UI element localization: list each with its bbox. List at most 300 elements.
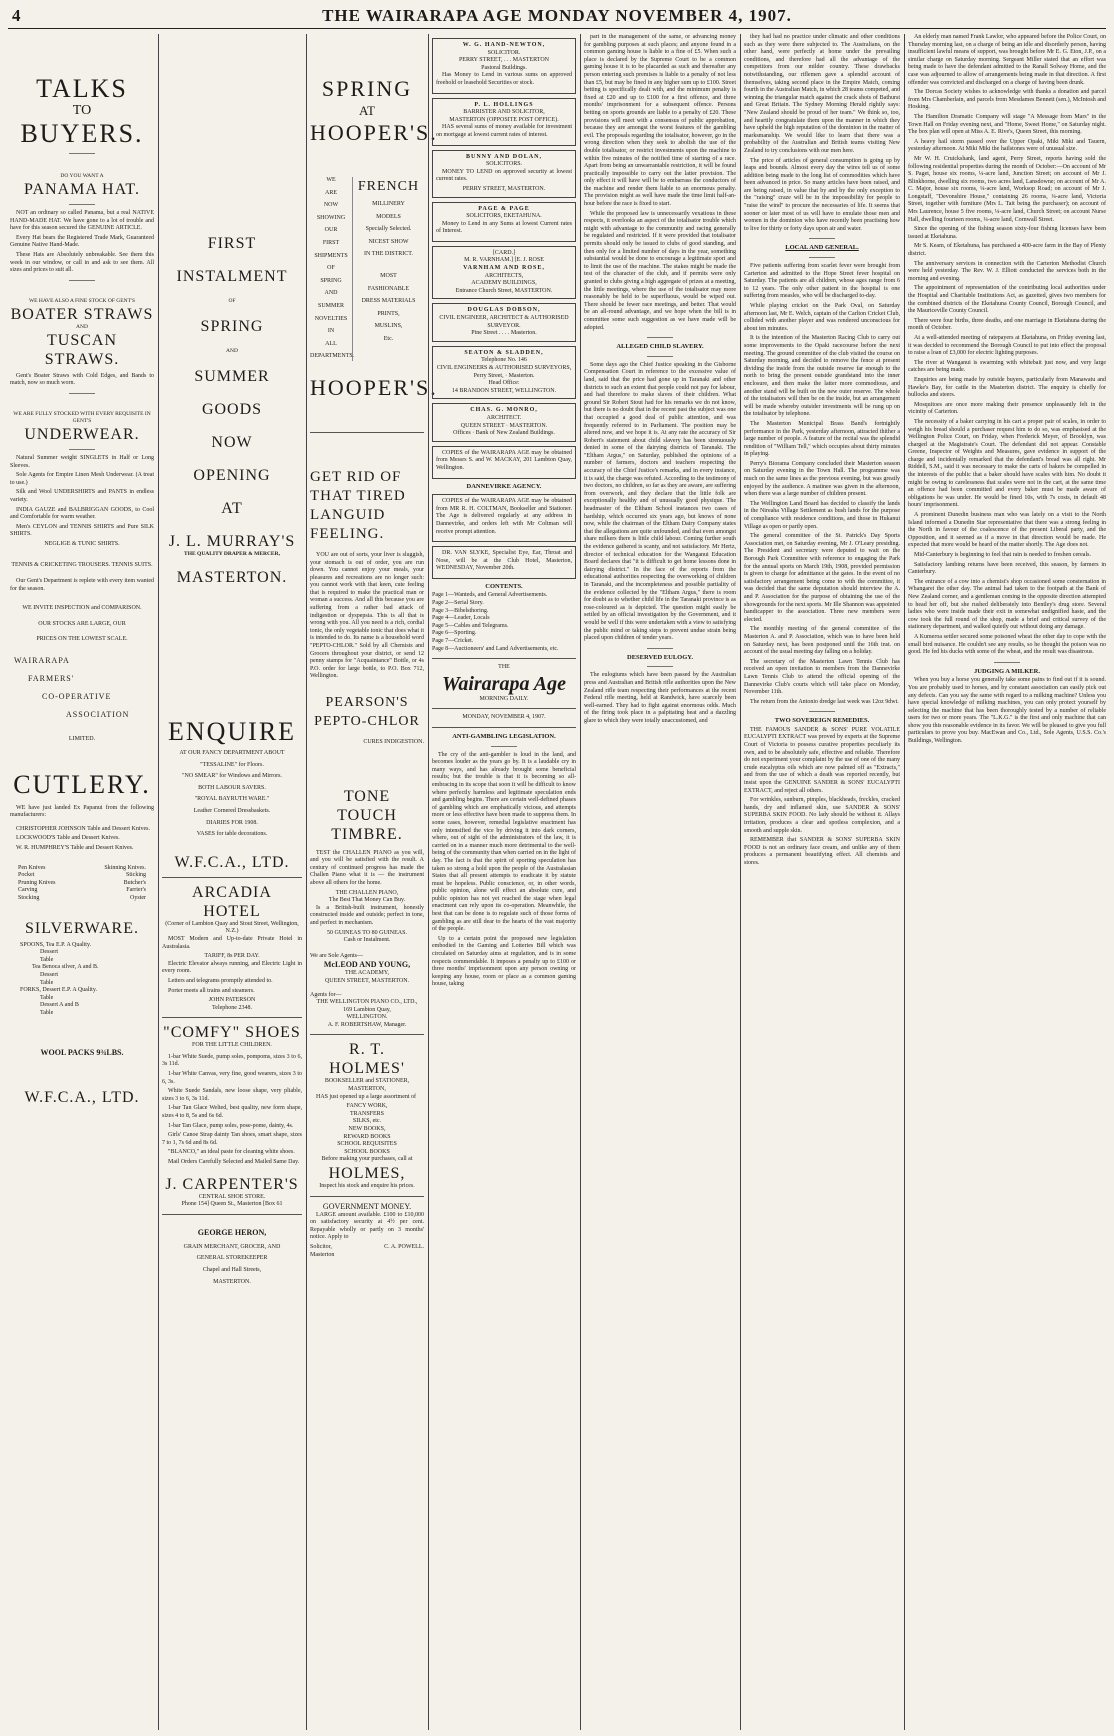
wfca-heading: W.F.C.A., LTD.	[24, 1088, 140, 1106]
column-rule	[580, 34, 581, 1730]
most-word: MOST	[380, 272, 397, 279]
masthead	[8, 6, 1106, 29]
monro-address: QUEEN STREET · MASTERTON.	[460, 422, 548, 429]
knife-item: Skinning Knives.	[104, 864, 146, 871]
do-you-want: DO YOU WANT A	[60, 173, 104, 179]
entrance-line: Entrance Church Street, MASTERTON.	[455, 287, 553, 294]
seaton-heading: SEATON & SLADDEN,	[464, 349, 544, 356]
robertshaw-line: A. F. ROBERTSHAW, Manager.	[327, 1021, 407, 1028]
news-item: The necessity of a baker carrying in his cart a proper pair of scales, in order to weigh his bread should a purchaser request him to do so, was emphasised at the Wellington Police Court, on Friday, when Frederick Meyer, of Brooklyn, was charged at the Magistrate's Court. The defendant did not appear. Constable Greene, Inspector of Weights and Measures, gave evidence in support of the charge and incidentally remarked that the defendant's bread was all right. Mr Riddell, S.M., said it was necessary to make the carts of bakers be compelled in the interests of the public that a baker should have scales with him. No doubt it might be owing to carelessness that scales were not in the cart, at the same time an offence had been committed and every baker must be made aware of obligations he was under. He would be fined 10s, with 7s costs, in default 48 hours' imprisonment.	[908, 418, 1106, 509]
mcleod-heading: McLEOD AND YOUNG,	[323, 960, 411, 970]
piano-text: TEST the CHALLEN PIANO as you will, and you will be satisfied with the result. A century of continued progress has made the Challen Piano what it is — the instrument above all others for the home.	[310, 849, 424, 886]
heron-address: Chapel and Hall Streets,	[202, 1266, 262, 1273]
enquire-item: DIARIES FOR 1908.	[206, 819, 258, 826]
contents-item: Page 7—Cricket.	[432, 638, 474, 645]
news-item: There were four births, three deaths, and one marriage in Eketahuna during the month of October.	[908, 317, 1106, 332]
contents-item: Page 4—Leader, Locals	[432, 615, 490, 622]
judging-heading: JUDGING A MILKER.	[974, 667, 1040, 675]
underwear-item: INDIA GAUZE and BALBRIGGAN GOODS, to Cool and Comfortable for warm weather.	[10, 506, 154, 521]
newton-heading: W. G. HAND-NEWTON,	[462, 42, 546, 48]
page-number: 4	[12, 6, 21, 25]
inspect-line: Inspect his stock and enquire his prices.	[319, 1183, 415, 1189]
article-paragraph: While the proposed law is unnecessarily vexatious in these respects, it overlooks an aspect of the totalisator trouble which might with advantage to the community and racing generally be regulated and restricted. If it were provided that totalisator permits should only be issued to clubs of good standing, and then only for a limited number of days in the year, something substantial would be done to encourage a legitimate sport and to limit the use of the machine. The stakes might be made the test of the character of the club, and if permits were only granted to clubs giving a high aggregate of prizes at a meeting, the little meetings, where the use of the totalisator may more reasonably be held to be superfluous, would be wiped out. There should be fewer race meetings, and better. That would be an all-round advantage, and we hope when the bill is in committee some such suggestion as we have made will be adopted.	[584, 210, 736, 331]
newton-address: PERRY STREET, . . . MASTERTON	[458, 57, 550, 64]
cash-line: Cash or Instalment.	[343, 937, 391, 944]
underwear-item: NEGLIGE & TUNIC SHIRTS.	[44, 540, 120, 547]
column-rule	[158, 34, 159, 1730]
news-item: The anniversary services in connection with the Carterton Methodist Church were held yesterday. The Rev. W. J. Elliott conducted the services both in the morning and evening.	[908, 260, 1106, 282]
hoopers-word: ALL	[325, 340, 337, 347]
hoopers-word: ARE	[325, 189, 337, 196]
spring-word: SPRING	[200, 318, 264, 335]
silver-item: Table	[40, 994, 54, 1001]
page-title: THE WAIRARAPA AGE MONDAY NOVEMBER 4, 1907.	[322, 6, 792, 25]
news-item: Enquiries are being made by outside buyers, particularly from Manawatu and Hawke's Bay, for cattle in the Masterton district. The enquiry is chiefly for bullocks and steers.	[908, 376, 1106, 399]
contents-item: Page 3—Bibelsthoring.	[432, 607, 489, 614]
summer-word: SUMMER	[194, 368, 270, 385]
seaton-address: Perry Street, · Masterton.	[473, 372, 535, 379]
hoopers-word: OF	[327, 265, 335, 272]
hoopers-word: NOW	[323, 202, 339, 209]
enquire-item: "NO SMEAR" for Windows and Mirrors.	[182, 773, 282, 780]
silver-item: Table	[40, 1009, 54, 1016]
buyers-heading: BUYERS.	[20, 119, 144, 148]
holmes-town: MASTERTON,	[348, 1086, 386, 1093]
millinery-word: MILLINERY	[372, 201, 405, 207]
news-item: A heavy hail storm passed over the Upper Opaki, Miki Miki and Tauern, yesterday afternoon. At Miki Miki the hailstones were of unusual size.	[908, 138, 1106, 153]
enquire-item: Leather Cornered Dressbaskets.	[193, 807, 271, 814]
fully-stocked: WE ARE FULLY STOCKED WITH EVERY REQUISITE IN GENT'S	[13, 410, 151, 424]
queen-street-line: QUEEN STREET, MASTERTON.	[324, 977, 410, 984]
fashionable-word: FASHIONABLE	[367, 285, 410, 292]
news-item: An elderly man named Frank Lawlor, who appeared before the Police Court, on Thursday morning last, on a charge of being an idle and disorderly person, having insufficient lawful means of support, was brought before Mr E. G. Eton, J.P., on a similar charge on Saturday morning. Sergeant Miller stated that an effort was being made to have the defendant admitted to the Ranall Solway Home, and the case was adjourned to allow of arrangements being made in that direction. A first offender was convicted and discharged on a charge of having been drunk.	[908, 34, 1106, 86]
dobson-text: CIVIL ENGINEER, ARCHITECT & AUTHORISED SURVEYOR.	[439, 315, 569, 329]
the-word: THE	[498, 664, 510, 671]
silver-item: Tea Benoca silver, A and B.	[32, 964, 99, 971]
underwear-item: Natural Summer weight SINGLETS in Half or Long Sleeves.	[10, 454, 154, 469]
copies-text: COPIES of the WAIRARAPA AGE may be obtained from Messrs S. and W. MACKAY, 201 Lambton Quay, Wellington.	[436, 449, 572, 471]
hoopers-word: IN	[327, 328, 335, 335]
page-heading: PAGE & PAGE	[478, 205, 530, 212]
wpc-line: THE WELLINGTON PIANO CO., LTD.,	[316, 999, 418, 1006]
comfy-item: 1-bar White Canvas, very fine, good wearers, sizes 3 to 6, 3s.	[162, 1071, 302, 1085]
knife-item: Pocket	[18, 872, 35, 879]
underwear-heading: UNDERWEAR.	[24, 425, 140, 443]
boater-heading: BOATER STRAWS	[10, 305, 154, 323]
tuscan-heading: TUSCAN STRAWS.	[44, 331, 120, 368]
to-heading: TO	[72, 103, 92, 118]
enquire-item: "TESSALINE" for Floors.	[200, 761, 264, 768]
panama-text-3: These Hats are Absolutely unbreakable. See them this week in our window, or call in and ask to see them. All sizes and prices to suit all.	[10, 251, 154, 274]
getrid-heading: GET RID OF	[310, 468, 402, 485]
before-line: Before making your purchases, call at	[321, 1156, 413, 1163]
contents-item: Page 2—Serial Story.	[432, 600, 484, 607]
hoopers-word: NOVELTIES	[314, 315, 348, 322]
brandon-line: 14 BRANDON STREET, WELLINGTON.	[451, 387, 557, 394]
seaton-text: CIVIL ENGINEERS & AUTHORISED SURVEYORS,	[436, 365, 572, 371]
also-stock: WE HAVE ALSO A FINE STOCK OF GENT'S	[28, 297, 136, 304]
comfy-item: 1-bar Tan Glace, pump soles, pose-pome, dainty, 4s.	[168, 1122, 294, 1129]
contents-item: Page 8—Auctioneers' and Land Advertisements, etc.	[432, 645, 559, 652]
article-paragraph: The cry of the anti-gambler is loud in the land, and becomes louder as the years go by. It is a laudable cry in many ways, and has already brought some beneficial results; but the trouble is that it is becoming so all-embracing in its scope that soon it will be difficult to know where perfectly harmless and legitimate speculation ends and gambling begins. There are certain well-defined phases of gambling which are emphatically vicious, and attempts more or less effective have been made to suppress them. In some cases, however, remedial legislative enactment has only intensified the vice by driving it into dark corners, where, out of sight of the administrators of the law, it is carried on in a manner much more detrimental to the well-being of the community than when carried on in the light of day. The fact is that the spirit of sporting speculation has taken so strong a hold upon the people of the Australasian States that all present attempts to eradicate it by statute must be hopeless. Public conscience, or, in other words, public opinion, alone will effect an absolute cure, and public opinion has not yet reached the stage when legal enactment can rely upon its co-operation. Meanwhile, the best that can be done is to regulate such of those forms of gambling as are still dear to the hearts of the vast majority of the people.	[432, 751, 576, 933]
pearson-heading: PEARSON'S	[325, 695, 409, 710]
heron-town: MASTERTON.	[213, 1278, 251, 1285]
article-paragraph: Up to a certain point the proposed new legislation embodied in the Gaming and Lotteries Bill which was circulated on Saturday aims at regulation, and is in some respects commendable. It imposes a penalty up to £100 or three months' imprisonment upon any person owning or keeping any house, room or place as a common gaming house, taking	[432, 935, 576, 988]
newspaper-title: Wairarapa Age	[442, 672, 566, 695]
slavery-heading: ALLEGED CHILD SLAVERY.	[616, 343, 704, 351]
cutlery-heading: CUTLERY.	[13, 769, 151, 799]
arcadia-text: Porter meets all trains and steamers.	[168, 987, 255, 994]
hollings-title: BARRISTER AND SOLICITOR,	[463, 109, 545, 116]
govt-text: LARGE amount available. £100 to £10,000 on satisfactory security at 4½ per cent. Repayable wholly or partly on 3 months' notice. Apply to	[310, 1211, 424, 1241]
dobson-heading: DOUGLAS DOBSON,	[467, 307, 541, 314]
lambton-line: 169 Lambton Quay,	[343, 1006, 391, 1013]
enquire-item: VASES for table decorations.	[196, 831, 268, 838]
farmers-word: ASSOCIATION	[66, 710, 130, 720]
knife-item: Farrier's	[126, 887, 146, 894]
bunny-solicitors: SOLICITORS.	[485, 161, 523, 168]
local-general-heading: LOCAL AND GENERAL.	[785, 244, 859, 252]
page-solicitors: SOLICITORS, EKETAHUNA.	[466, 213, 542, 220]
hoopers-word: WE	[326, 177, 336, 183]
news-item: The Masterton Municipal Brass Band's fortnightly performance in the Park, yesterday afternoon, attracted thither a large number of people. A feature of the recital was the splendid rendition of "William Tell," which occupies about thirty minutes in playing.	[744, 420, 900, 458]
gents-dept-text: Our Gent's Department is replete with every item wanted for the season.	[10, 578, 154, 592]
card-label: [CARD.]	[492, 249, 516, 256]
and-word: AND	[226, 348, 238, 354]
enquire-item: AT OUR FANCY DEPARTMENT ABOUT	[179, 750, 285, 756]
at-word: AT	[221, 500, 243, 517]
hollings-address: MASTERTON (OPPOSITE POST OFFICE).	[449, 116, 559, 123]
arcadia-address: (Corner of Lambton Quay and Stout Street, Wellington, N.Z.)	[165, 920, 299, 935]
news-item: Five patients suffering from scarlet fever were brought from Carterton and admitted to the Hope Street fever hospital on Saturday. The patients are all children, whose ages range from 6 to 12 years. The only other patient in the hospital is one suffering from measles, who will be discharged to-day.	[744, 263, 900, 300]
comfy-item: Girls' Canoe Strap dainty Tan shoes, smart shape, sizes 7 to 1, 7s 6d and 8s 6d.	[162, 1132, 302, 1146]
pepto-text: YOU are out of sorts, your liver is sluggish, your stomach is out of order, you are run down. You cannot enjoy your meals, your pleasures and recreations are no longer such: you cannot work with that keen, cute feeling that is required to make the practical man or woman a success. And all this because you are suffering from a rather bad attack of indigestion or dyspepsia. This is all that is wrong with you. All you need is a rich, cordial tonic, the only vegetable tonic that does what it is intended to do. Its name is a household word "PEPTO-CHLOR." Sold by all Chemists and Grocers throughout your district, or send 12 penny stamps for "Acquaintance" Bottle, or 4s P.O. order for large bottle, to P.O. Box 712, Wellington.	[310, 551, 424, 680]
contents-item: Page 5—Cables and Telegrams.	[432, 622, 509, 629]
farmers-word: WAIRARAPA	[14, 656, 70, 666]
tone-heading: TONE	[343, 787, 391, 805]
hollings-heading: P. L. HOLLINGS	[474, 101, 534, 108]
piano-text-2: Is a British-built instrument, honestly constructed inside and outside; perfect in tone, and perfect in mechanism.	[310, 904, 424, 926]
comfy-subheading: FOR THE LITTLE CHILDREN.	[192, 1042, 272, 1049]
news-item: While playing cricket on the Park Oval, on Saturday afternoon last, Mr E. Welch, captain of the Carlton Cricket Club, collided with another player and was rendered unconscious for about ten minutes.	[744, 303, 900, 332]
holmes-text: HAS just opened up a large assortment of	[316, 1093, 417, 1100]
bunny-text: MONEY TO LEND on approved security at lowest current rates.	[436, 168, 572, 183]
hoopers-word: OUR	[324, 227, 338, 234]
news-item: The general committee of the St. Patrick's Day Sports Association met, on Saturday evening, Mr J. O'Leary presiding. The President and secretary were deputed to wait on the Borough Park Committee with reference to engaging the Park for the annual sports on March 19th, 1908, provided permission is given to charge for admittance at the gates. In the event of no satisfactory arrangement being come to with the committee, it was decided that the same deputation should interview the A. and P. Association for the purpose of obtaining the use of the showgrounds for the next sports. Mr Ille Shannon was appointed handicapper to the association. Three new members were elected.	[744, 533, 900, 623]
news-item: Mr W. H. Cruickshank, land agent, Perry Street, reports having sold the following residential properties during the month of October:—On account of Mr S. Paget, house six rooms, ¼-acre land, Junction Street; on account of Mr J. Blinkhorne, dwelling six rooms, two acres land, Lansdowne; on account of Mr A. C. Major, house six rooms, ¼-acre land, Worksop Road; on account of Mr J. Longstaff, "Devonshire House," containing 26 rooms, ¼-acre land, Victoria Street, together with furniture (Mrs L. Tait being the purchaser); on account of Mrs Laurence, house 5 five rooms, ¼-acre land, Church Street; on account Nurse Hall, dwelling fourteen rooms, ¼-acre land, Cornwall Street.	[908, 155, 1106, 223]
holmes-item: SCHOOL REQUISITES	[337, 1141, 397, 1148]
panama-text: NOT an ordinary so called Panama, but a real NATIVE HAND-MADE HAT. We have gone to a lot of trouble and have for this season secured the GENUINE ARTICLE.	[10, 210, 154, 232]
contents-list	[432, 592, 576, 653]
peptochlor-heading: PEPTO-CHLOR	[314, 714, 420, 729]
and-word: AND	[76, 323, 88, 330]
holmes-item: SCHOOL BOOKS	[344, 1148, 390, 1155]
page-text: Money to Lend in any Sums at lowest Current rates of Interest.	[436, 220, 572, 235]
models-word: MODELS	[376, 213, 401, 220]
phone-line: Phone 154] Queen St., Masterton [Box 61	[181, 1201, 283, 1208]
silver-item: Table	[40, 956, 54, 963]
boater-text: Gent's Boater Straws with Cold Edges, and Bands to match, now so much worn.	[10, 372, 154, 387]
first-heading: FIRST	[207, 235, 257, 252]
now-word: NOW	[211, 434, 253, 451]
enquire-item: "ROYAL BAYRUTH WARE."	[194, 796, 270, 803]
newton-solicitor: SOLICITOR.	[487, 49, 521, 56]
holmes-item: SILKS, etc.	[352, 1118, 382, 1125]
fowell-name: C. A. POWELL.	[384, 1243, 424, 1250]
monro-offices: Offices · Bank of New Zealand Buildings.	[453, 430, 555, 437]
knife-item: Sticking	[125, 872, 146, 879]
agents-for-line: Agents for—	[310, 991, 342, 998]
column-4	[432, 34, 576, 1730]
contents-item: Page 1—Wanteds, and General Advertisements.	[432, 592, 548, 599]
comfy-item: 1-bar Tan Glace Welted, best quality, new form shape, sizes 4 to 8, 5s and 6s 6d.	[162, 1105, 302, 1120]
carpenter-heading: J. CARPENTER'S	[165, 1175, 299, 1193]
dress-line: DRESS MATERIALS	[361, 298, 416, 305]
silver-item: Table	[40, 979, 54, 986]
invite-line: WE INVITE INSPECTION and COMPARISON.	[22, 605, 142, 612]
best-line: The Best That Money Can Buy.	[328, 897, 406, 904]
eulogy-heading: DESERVED EULOGY.	[627, 653, 693, 661]
advert-text: REMEMBER that SANDER & SONS' SUPERBA SKIN FOOD is not an ordinary face cream, and unlike any of them produces a permanent beautifying effect. All chemists and stores.	[744, 837, 900, 866]
at-heading: AT	[359, 103, 375, 118]
enquire-heading: ENQUIRE	[167, 717, 297, 746]
sovereign-heading: TWO SOVEREIGN REMEDIES.	[774, 717, 870, 725]
news-item: Mr S. Keam, of Eketahuna, has purchased a 400-acre farm in the Bay of Plenty district.	[908, 243, 1106, 258]
comfy-item: White Suede Sandals, new loose shape, very pliable, sizes 3 to 6, 3s 11d.	[162, 1088, 302, 1102]
guineas-line: 50 GUINEAS TO 80 GUINEAS.	[327, 929, 407, 936]
instalment-heading: INSTALMENT	[176, 268, 288, 285]
murray-heading: J. L. MURRAY'S	[168, 533, 296, 550]
architects-line: ARCHITECTS,	[484, 272, 524, 279]
cures-line: CURES INDIGESTION.	[363, 739, 424, 745]
article-paragraph: Some days ago the Chief Justice speaking in the Gisborne Compensation Court in reference to the excessive value of land, said that the price had gone up in Taranaki and other districts to such an extent that people could not pay for labour, and had therefore to make slaves of their children. What ground Sir Robert Stout had for his remarks we do not know, but there is no doubt that in the recent past the subject was one that occupied a good deal of public attention, and was frequently referred to in Parliament. The position may be altered now, and we hope it is. At any rate the accuracy of Sir Robert's statement about child slavery has been strenuously denied in some of the dairying districts of Taranaki. The "Eltham Argus," on Saturday, published the opinions of a number of farmers, doctors and teachers respecting the accuracy of the Chief Justice's remarks, and in every instance, it is said, the charge was refuted. According to the testimony of two doctors, no children, so far as they are aware, are suffering from overwork, and they declare that the little folk are exceptionally healthy and of unusually good physique. The headmaster of the Eltham School instances two cases of hardship, which occurred six years ago, but knows of none now, while the chairman of the Eltham Dairy Company states that the allegations are quite unfounded, and that even amongst share milkers there is little child labour. Coming further south the evidence gathered is scanty, and not satisfactory. Mr Hertz, director of technical education for the Wanganui Education Board declares that "it is difficult to get home lessons done in dairying district." In the face of the reports from the educational authorities respecting the overworking of children in Taranaki, and the incompleteness and possible partiality of the evidence collected by the "Eltham Argus," there is room for doubt as to whether child life in the Taranaki province is as rose-coloured as is depicted. The question might easily be settled by an official investigation by the Government, and it would be well if this were undertaken with a view to satisfying the public mind or taking steps to prevent undue strain being placed upon children of tender years.	[584, 361, 736, 642]
column-rule	[306, 34, 307, 1730]
stocks-line: OUR STOCKS ARE LARGE, OUR	[38, 620, 126, 627]
hoopers-right	[352, 177, 424, 361]
cutlery-text: WE have just landed Ex Papanui from the following manufacturers:	[10, 804, 154, 819]
underwear-item: Sole Agents for Empire Linen Mesh Underwear. (A treat to use.)	[10, 472, 154, 486]
news-item: The appointment of representation of the contributing local authorities under the Hospital and Charitable Institutions Act, as gazetted, gives two members for the combined districts of the Eketahuna County Council, Borough Council, and the Mauriceville County Council.	[908, 285, 1106, 315]
varnham-heading: VARNHAM AND ROSE,	[463, 265, 545, 272]
timbre-heading: TIMBRE.	[331, 825, 403, 843]
tennis-line: TENNIS & CRICKETING TROUSERS. TENNIS SUITS.	[11, 562, 153, 569]
hoopers-heading: HOOPER'S.	[310, 120, 438, 145]
solicitor-line: Solicitor,	[310, 1243, 332, 1250]
article-paragraph: The eulogiums which have been passed by the Australian press and Australian and British rifle authorities upon the New Zealand rifle team respecting their performances at the recent Federal rifle meeting, held at Randwick, have scarcely been well-earned. They had to fight against enormous odds. Much of the firing took place in a palpitating heat and a dazzling glare to which they were totally unaccustomed, and	[584, 672, 736, 724]
knife-item: Pruning Knives	[18, 879, 56, 886]
head-office: Head Office:	[488, 380, 520, 387]
touch-heading: TOUCH	[337, 806, 397, 824]
cutlery-item: LOCKWOOD'S Table and Dessert Knives.	[16, 835, 120, 842]
contents-heading: CONTENTS.	[485, 582, 523, 590]
academy-line: ACADEMY BUILDINGS,	[471, 280, 537, 287]
farmers-word: CO-OPERATIVE	[42, 692, 112, 702]
limited-line: LIMITED.	[68, 736, 96, 743]
spring-heading: SPRING	[321, 76, 413, 101]
cutlery-item: CHRISTOPHER JOHNSON Table and Dessert Knives.	[16, 825, 151, 832]
telephone-line: Telephone 2348.	[212, 1004, 252, 1011]
hollings-text: HAS several sums of money available for investment on mortgage at lowest current rates of interest.	[436, 124, 572, 138]
article-paragraph: they had had no practice under climatic and other conditions such as they were there subjected to. The Australians, on the other hand, were perfectly at home under the prevailing conditions, and therefore had all the advantage of the competitors from our milder country. These drawbacks notwithstanding, our riflemen gave a splendid account of themselves, taking second place in the Empire Match, coming fourth in the Australian Match, in which 28 teams competed, and winning the triangular match against the crack shots of Bathurst and Great Britain. The Sydney Morning Herald rightly says: "New Zealand should be proud of her team." We think so, too, and heartily congratulate them upon the manner in which they have upheld the high reputation of the dominion in the matter of marksmanship. We would like to learn that there was a probability of the Australian and British teams visiting New Zealand to try conclusions with our men here.	[744, 34, 900, 154]
news-item: Mid-Canterbury is beginning to feel that rain is needed to freshen cereals.	[914, 552, 1091, 558]
advert-text: For wrinkles, sunburn, pimples, blackheads, freckles, cracked hands, dry and inflamed skin, use SANDER & SONS' SUPERBA SKIN FOOD. No lady should be without it. Allays irritation, produces a clear and spotless complexion, and a smooth and supple skin.	[744, 797, 900, 834]
underwear-item: Silk and Wool UNDERSHIRTS and PANTS in endless variety.	[10, 489, 154, 503]
news-item: Perry's Biorama Company concluded their Masterton season on Saturday evening in the Town Hall. The programme was much on the same lines as the previous evening, but was greatly enjoyed by the audience. A matinee was given in the afternoon, when there was a large number of children present.	[744, 460, 900, 498]
holmes-item: TRANSFERS	[349, 1110, 384, 1117]
heron-text: GENERAL STOREKEEPER	[196, 1255, 268, 1262]
news-item: At a well-attended meeting of ratepayers at Eketahuna, on Friday evening last, it was decided to recommend the Borough Council to put into effect the proposal to raise a loan of £3,000 for electric lighting purposes.	[908, 334, 1106, 357]
slyke-text: DR. VAN SLYKE, Specialist Eye, Ear, Throat and Nose, will be at the Club Hotel, Masterton, WEDNESDAY, November 20th.	[436, 550, 572, 572]
central-shoe-store: CENTRAL SHOE STORE.	[198, 1193, 266, 1200]
news-item: Mosquitoes are once more making their presence unpleasantly felt in the vicinity of Carterton.	[908, 401, 1106, 416]
news-item: The Wellington Land Board has decided to classify the lands in the Nireaha Village Settlement as bush lands for the purpose of compliance with residence conditions, and those in Hukanui Village as open or partly open.	[744, 500, 900, 530]
monro-heading: CHAS. G. MONRO,	[470, 407, 538, 414]
tariff-line: TARIFF, 8s PER DAY.	[204, 953, 260, 960]
knife-item: Stocking	[18, 894, 40, 901]
column-7	[908, 34, 1106, 1730]
newton-sub: Pastoral Buildings.	[481, 64, 527, 71]
heron-text: GRAIN MERCHANT, GROCER, AND	[183, 1243, 281, 1250]
talks-heading: TALKS	[36, 74, 128, 103]
prints-word: PRINTS,	[377, 310, 400, 317]
varnham-names: M. R. VARNHAM.] [E. J. ROSE	[464, 257, 544, 264]
holmes-items	[310, 1103, 424, 1156]
wellington-line: WELLINGTON.	[346, 1014, 388, 1021]
farmers-word: FARMERS'	[28, 674, 75, 684]
knife-item: Carving	[18, 887, 38, 894]
arcadia-text: MOST Modern and Up-to-date Private Hotel in Australasia.	[162, 935, 302, 950]
dateline: MONDAY, NOVEMBER 4, 1907.	[462, 714, 546, 721]
opening-word: OPENING	[193, 467, 271, 484]
arcadia-heading: ARCADIA HOTEL	[192, 883, 272, 920]
comfy-heading: "COMFY" SHOES	[163, 1024, 301, 1042]
advert-text: When you buy a horse you generally take some pains to find out if it is sound. You are probably used to horses, and by constant association can easily pick out any defects. Can you say the same with regard to a milking machine? Unless you have special knowledge of milking machines, you can only protect yourself by selecting the machine that has been thoroughly tested by a number of reliable users for two or more years. The "L.K.G." is the first and only machine that can show you this reasonable evidence in its favor. We will be pleased to give you full particulars to prove you buy. MacEwan and Co., Ltd., Sole Agents, U.S.S. Co.'s Buildings, Wellington.	[908, 677, 1106, 745]
knife-item: Pen Knives	[18, 864, 46, 871]
knife-item: Oyster	[130, 894, 146, 901]
cutlery-item: W. R. HUMPHREY'S Table and Dessert Knives.	[16, 845, 134, 851]
news-item: Since the opening of the fishing season sixty-four fishing licenses have been issued at Eketahuna.	[908, 226, 1106, 240]
hoopers-word: AND	[324, 290, 338, 297]
news-item: The Hamilton Dramatic Company will stage "A Message from Mars" in the Town Hall on Friday evening next, and "Home, Sweet Home," on Saturday night. The box plan will open at Miss A. E. Rive's, Queen Street, this morning.	[908, 113, 1106, 136]
holmes-item: REWARD BOOKS	[343, 1133, 391, 1140]
french-word: FRENCH	[357, 179, 420, 194]
column-1	[10, 34, 154, 1730]
knife-item: Butcher's	[123, 879, 146, 886]
morning-daily: MORNING DAILY.	[479, 695, 529, 702]
holmes-item: NEW BOOKS,	[348, 1126, 386, 1133]
underwear-item: Men's CEYLON and TENNIS SHIRTS and Pure SILK SHIRTS.	[10, 523, 154, 538]
hoopers-word: SUMMER	[317, 302, 344, 309]
dobson-address: Pine Street . . . . Masterton.	[471, 330, 537, 337]
advert-text: THE FAMOUS SANDER & SONS' PURE VOLATILE EUCALYPTI EXTRACT was proved by experts at the Supreme Court of Victoria to possess curative properties peculiarly its own, and to be absolutely safe, effective and reliable. Therefore do not experiment your complaint by the use of one of the many crude eucalyptus oils which are now palmed off as "Extracts," and from the use of which a death was reported recently, but insist upon the GENUINE SANDER & SONS' EUCALYPTI EXTRACT, and reject all others.	[744, 726, 900, 794]
article-paragraph: The price of articles of general consumption is going up by leaps and bounds. Almost every day the wires tell us of some addition being made to the long list of commodities which have been advanced in price. So many articles have been raised, and are being raised, in value that by and by the only exception to the "raising" craze will be in the impossibility for people to "raise the wind" to procure the necessaries of life. It seems that sooner or later most of us will have to emulate those men and women in the dominion who have recently been practising how to live for thirty or forty days upon air and water.	[744, 157, 900, 232]
languid-heading: LANGUID	[310, 506, 386, 523]
masterton-heading: MASTERTON.	[176, 569, 288, 586]
knives-list	[10, 865, 154, 903]
heron-heading: GEORGE HERON,	[197, 1227, 267, 1237]
hoopers-heading-2: HOOPER'S.	[310, 374, 438, 400]
panama-text-2: Every Hat bears the Registered Trade Mark, Guaranteed Genuine Native Hand-Made.	[10, 234, 154, 249]
hoopers-word: SPRING	[320, 277, 342, 284]
comfy-item: Mail Orders Carefully Selected and Mailed Same Day.	[168, 1159, 300, 1165]
news-item: The return from the Antonio dredge last week was 12oz 9dwt.	[750, 698, 899, 705]
goods-word: GOODS	[201, 401, 263, 418]
news-item: Satisfactory lambing returns have been received, this season, by farmers in Canterbury.	[908, 561, 1106, 576]
seaton-telephone: Telephone No. 146	[481, 357, 527, 364]
column-6	[744, 34, 900, 1730]
news-item: A prominent Dunedin business man who was lately on a visit to the North Island informed a Dunedin Star representative that there was a strong feeling in the North in favour of the coalescence of the present Liberal party, and the Opposition, and it seemed as if a move in that direction would be made. He expected that more would be heard of the matter shortly. The Age does not.	[908, 512, 1106, 549]
challen-line: THE CHALLEN PIANO,	[335, 889, 399, 896]
comfy-item: 1-bar White Suede, pump soles, pompoms, sizes 3 to 6, 3s 11d.	[162, 1053, 302, 1068]
news-item: It is the intention of the Masterton Racing Club to carry out some improvements to the Opaki racecourse before the next meeting. The ground committee of the club visited the course on Saturday morning, and decided to remove the fence at present dividing the inside from the outside reserve far enough to the north to bring the present outside grandstand into the inner enclosure, and then make the latter more commodious, and another stand will be built on the new outer reserve. The whole of the totalisators will then be on the inside, but an arrangement will be made whereby outsider investments will be rung up on the totalisator by telephone.	[744, 335, 900, 418]
column-rule	[904, 34, 905, 1730]
agents-line: We are Sole Agents—	[310, 952, 364, 959]
silver-item: Dessert	[40, 971, 58, 978]
panama-heading: PANAMA HAT.	[24, 181, 140, 198]
dannevirke-heading: DANNEVIRKE AGENCY.	[466, 482, 542, 490]
holmes-heading-2: HOLMES,	[328, 1165, 406, 1182]
comfy-item: "BLANCO," an ideal paste for cleaning white shoes.	[168, 1149, 295, 1156]
tired-heading: THAT TIRED	[310, 487, 406, 504]
news-item: The secretary of the Masterton Lawn Tennis Club has received an open invitation to members from the Dannevirke Lawn Tennis Club to attend the official opening of the Dannevirke Club's courts which will take place on Monday, November 11th.	[744, 658, 900, 696]
anti-gambling-heading: ANTI-GAMBLING LEGISLATION.	[452, 733, 556, 740]
arcadia-text: Letters and telegrams promptly attended to.	[168, 977, 273, 984]
bookseller-line: BOOKSELLER and STATIONER,	[324, 1078, 410, 1085]
newton-text: Has Money to Lend in various sums on approved freehold or leasehold Securities or stock.	[436, 72, 572, 86]
column-rule	[428, 34, 429, 1730]
holmes-heading: R. T. HOLMES'	[329, 1041, 405, 1078]
column-3	[310, 34, 438, 1730]
silverware-heading: SILVERWARE.	[25, 919, 139, 937]
prices-line: PRICES ON THE LOWEST SCALE.	[36, 636, 128, 643]
silver-item: Dessert	[40, 949, 58, 956]
bunny-heading: BUNNY AND DOLAN,	[466, 153, 542, 160]
news-item: A Kumeroa settler secured some poisoned wheat the other day to cope with the small bird nuisance. He couldn't see any results, so he thought the poison was no good. He fed his ducks with some of the wheat, and the result was disastrous.	[908, 633, 1106, 656]
column-5	[584, 34, 736, 1730]
etc-word: Etc.	[383, 335, 394, 342]
news-item: The Dorcas Society wishes to acknowledge with thanks a donation and parcel from Mrs Chamberlain, and parcels from Mesdames Bennett (sen.), McIntosh and Hosking.	[908, 89, 1106, 111]
govt-heading: GOVERNMENT MONEY.	[322, 1201, 412, 1211]
wool-packs: WOOL PACKS 9¾LBS.	[40, 1047, 124, 1057]
monro-architect: ARCHITECT.	[486, 414, 522, 421]
hoopers-word: SHIPMENTS	[314, 252, 348, 259]
district-line: IN THE DISTRICT.	[364, 251, 413, 258]
column-2	[162, 34, 302, 1730]
draper-line: THE QUALITY DRAPER & MERCER,	[184, 551, 280, 557]
bunny-address: PERRY STREET, MASTERTON.	[462, 185, 546, 192]
of-word: OF	[228, 298, 236, 304]
paterson-name: JOHN PATERSON	[208, 997, 256, 1004]
feeling-heading: FEELING.	[310, 525, 385, 542]
masterton-line: Masterton	[310, 1251, 335, 1258]
academy-line: THE ACADEMY,	[345, 970, 389, 977]
silver-list	[10, 942, 154, 1018]
holmes-item: FANCY WORK,	[346, 1103, 388, 1110]
wfca-heading: W.F.C.A., LTD.	[174, 853, 290, 871]
silver-item: Dessert A and B	[40, 1002, 79, 1009]
copies-text-2: COPIES of the WAIRARAPA AGE may be obtained from MR R. H. COLTMAN, Bookseller and Stationer. The Age is delivered regularly at any address in Dannevirke, and orders left with Mr Coltman will receive prompt attention.	[436, 498, 572, 535]
article-paragraph: part in the management of the same, or advancing money for gambling purposes at such places; and anyone found in a common gaming house is liable to a fine of £5. When such a place is declared by the Supreme Court to be a common gaming house it is to be placarded as such and thereafter any person entering such premises is liable to a penalty of not less than £5, but may be fined in any higher sum up to £100. Street betting is specifically dealt with, and the minimum penalty is fixed at £20 and up to £100 for a first offence, and three months' imprisonment for a subsequent offence. Persons betting on sports grounds are liable to a penalty of £20. These provisions will meet with a consensus of public approbation, because they are amongst the worst features of the gambling evil. The proposals regarding the totalisator, however, go in the wrong direction when they seek to abolish the use of the double totalisator, or restrict investments upon the machine to within five minutes of the notified time of starting of a race. Apart from being an unwarrantable restriction, it will be found practically impossible to carry out the latter provision. The only effect it will have will be to embarrass the conductors of the machine and render them liable to an enormous penalty. The provision might as well have made the time limit half-an-hour before the race is fixed to start.	[584, 34, 736, 208]
hoopers-list	[310, 177, 355, 361]
arcadia-text: Electric Elevator always running, and Electric Light in every room.	[162, 960, 302, 975]
enquire-item: BOTH LABOUR SAVERS.	[198, 784, 266, 791]
column-rule	[740, 34, 741, 1730]
specially-line: Specially Selected.	[365, 226, 412, 233]
silver-item: FORKS, Dessert E.P. A Quality.	[20, 987, 97, 994]
nicest-line: NICEST SHOW	[368, 238, 409, 245]
contents-item: Page 6—Sporting.	[432, 630, 477, 637]
news-item: The river at Wanganui is swarming with whitebait just now, and very large catches are being made.	[908, 359, 1106, 374]
